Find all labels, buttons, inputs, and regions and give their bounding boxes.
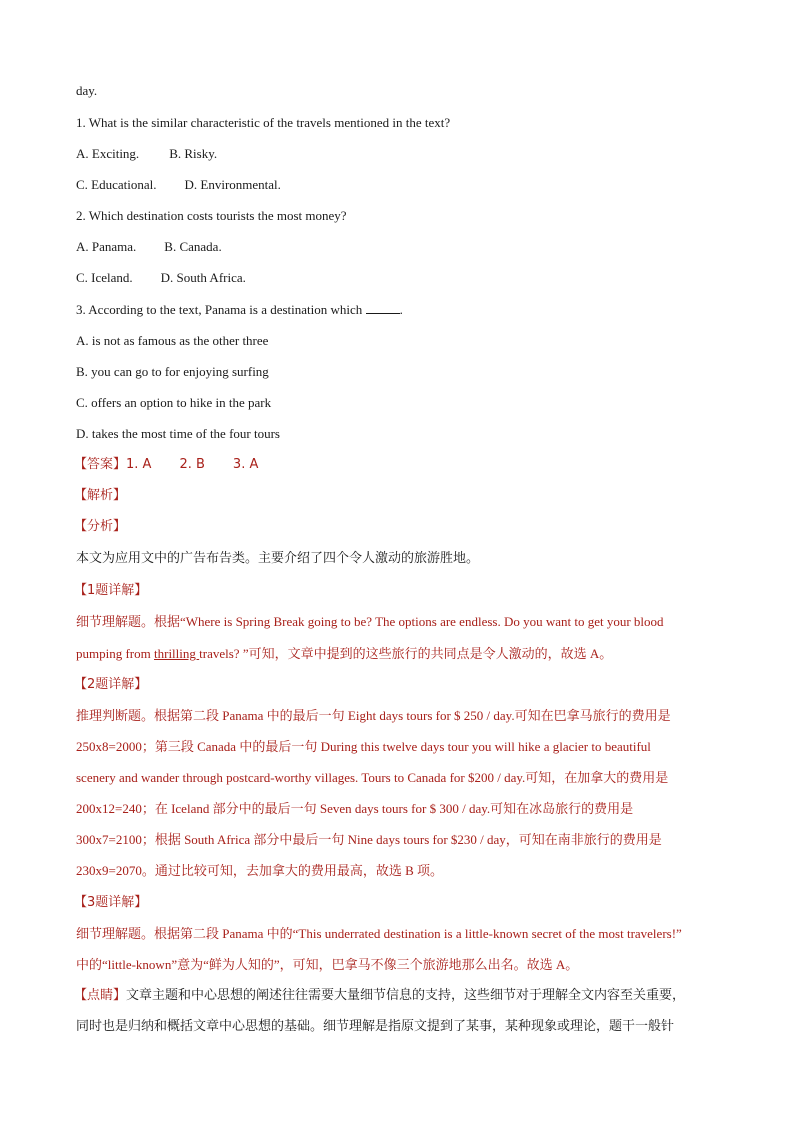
question-2-stem: 2. Which destination costs tourists the most money? [76, 208, 347, 223]
q2-option-a: A. Panama. [76, 239, 137, 254]
fenxi-heading: 【分析】 [74, 519, 127, 534]
question-1-options-cd [76, 176, 736, 194]
question-2-options-cd [76, 269, 736, 287]
q3-option-d: D. takes the most time of the four tours [76, 426, 280, 441]
question-1-options-ab [76, 145, 736, 163]
answer-3: 3. A [232, 457, 259, 472]
dianjing-line-2: 同时也是归纳和概括文章中心思想的基础。细节理解是指原文提到了某事，某种现象或理论，题干一般针 [76, 1019, 675, 1034]
answer-blank [366, 302, 400, 314]
q1-option-c: C. Educational. [76, 177, 157, 192]
detail-2-line-5: 300x7=2100；根据 South Africa 部分中最后一句 Nine days tours for $230 / day，可知在南非旅行的费用是 [76, 832, 662, 847]
analysis-heading: 【解析】 [74, 488, 127, 503]
answer-line [74, 456, 734, 474]
detail-3-line-2: 中的“little-known”意为“鲜为人知的”，可知，巴拿马不像三个旅游地那么出名。故选 A。 [76, 957, 579, 972]
q2-option-b: B. Canada. [164, 239, 222, 254]
q1-option-d: D. Environmental. [184, 177, 281, 192]
answer-1: 1. A [126, 457, 152, 472]
detail-2-heading: 【2题详解】 [74, 677, 148, 692]
detail-2-line-6: 230x9=2070。通过比较可知，去加拿大的费用最高，故选 B 项。 [76, 863, 444, 878]
detail-2-line-1: 推理判断题。根据第二段 Panama 中的最后一句 Eight days tours for $ 250 / day.可知在巴拿马旅行的费用是 [76, 708, 671, 723]
detail-3-line-1: 细节理解题。根据第二段 Panama 中的“This underrated destination is a little-known secret of the most travelers!” [76, 926, 682, 941]
dianjing-label: 【点睛】 [74, 988, 127, 1003]
detail-2-line-2: 250x8=2000；第三段 Canada 中的最后一句 During this twelve days tour you will hike a glacier to beautiful [76, 739, 651, 754]
q1-option-b: B. Risky. [169, 146, 218, 161]
continuation-text: day. [76, 83, 98, 98]
q1-option-a: A. Exciting. [76, 146, 140, 161]
detail-1-heading: 【1题详解】 [74, 583, 148, 598]
detail-2-line-4: 200x12=240；在 Iceland 部分中的最后一句 Seven days tours for $ 300 / day.可知在冰岛旅行的费用是 [76, 801, 634, 816]
question-2-options-ab [76, 238, 736, 256]
q3-option-b: B. you can go to for enjoying surfing [76, 364, 269, 379]
q3-option-c: C. offers an option to hike in the park [76, 395, 272, 410]
detail-1-line-2: pumping from thrilling travels? ”可知，文章中提到的这些旅行的共同点是令人激动的，故选 A。 [76, 646, 613, 661]
dianjing-line-1: 【点睛】文章主题和中心思想的阐述往往需要大量细节信息的支持，这些细节对于理解全文内容至关重要， [74, 988, 686, 1003]
question-3-stem: 3. According to the text, Panama is a destination which . [76, 302, 403, 317]
detail-2-line-3: scenery and wander through postcard-worthy villages. Tours to Canada for $200 / day.可知，在加拿大的费用是 [76, 770, 669, 785]
detail-3-heading: 【3题详解】 [74, 895, 148, 910]
q2-option-d: D. South Africa. [160, 270, 246, 285]
answer-2: 2. B [179, 457, 205, 472]
detail-1-line-1: 细节理解题。根据“Where is Spring Break going to be? The options are endless. Do you want to get your blood [76, 614, 664, 629]
summary-text: 本文为应用文中的广告布告类。主要介绍了四个令人激动的旅游胜地。 [76, 551, 480, 566]
q2-option-c: C. Iceland. [76, 270, 133, 285]
underlined-word: thrilling [154, 646, 200, 661]
answer-label: 【答案】 [74, 457, 127, 472]
q3-option-a: A. is not as famous as the other three [76, 333, 269, 348]
question-1-stem: 1. What is the similar characteristic of the travels mentioned in the text? [76, 115, 451, 130]
